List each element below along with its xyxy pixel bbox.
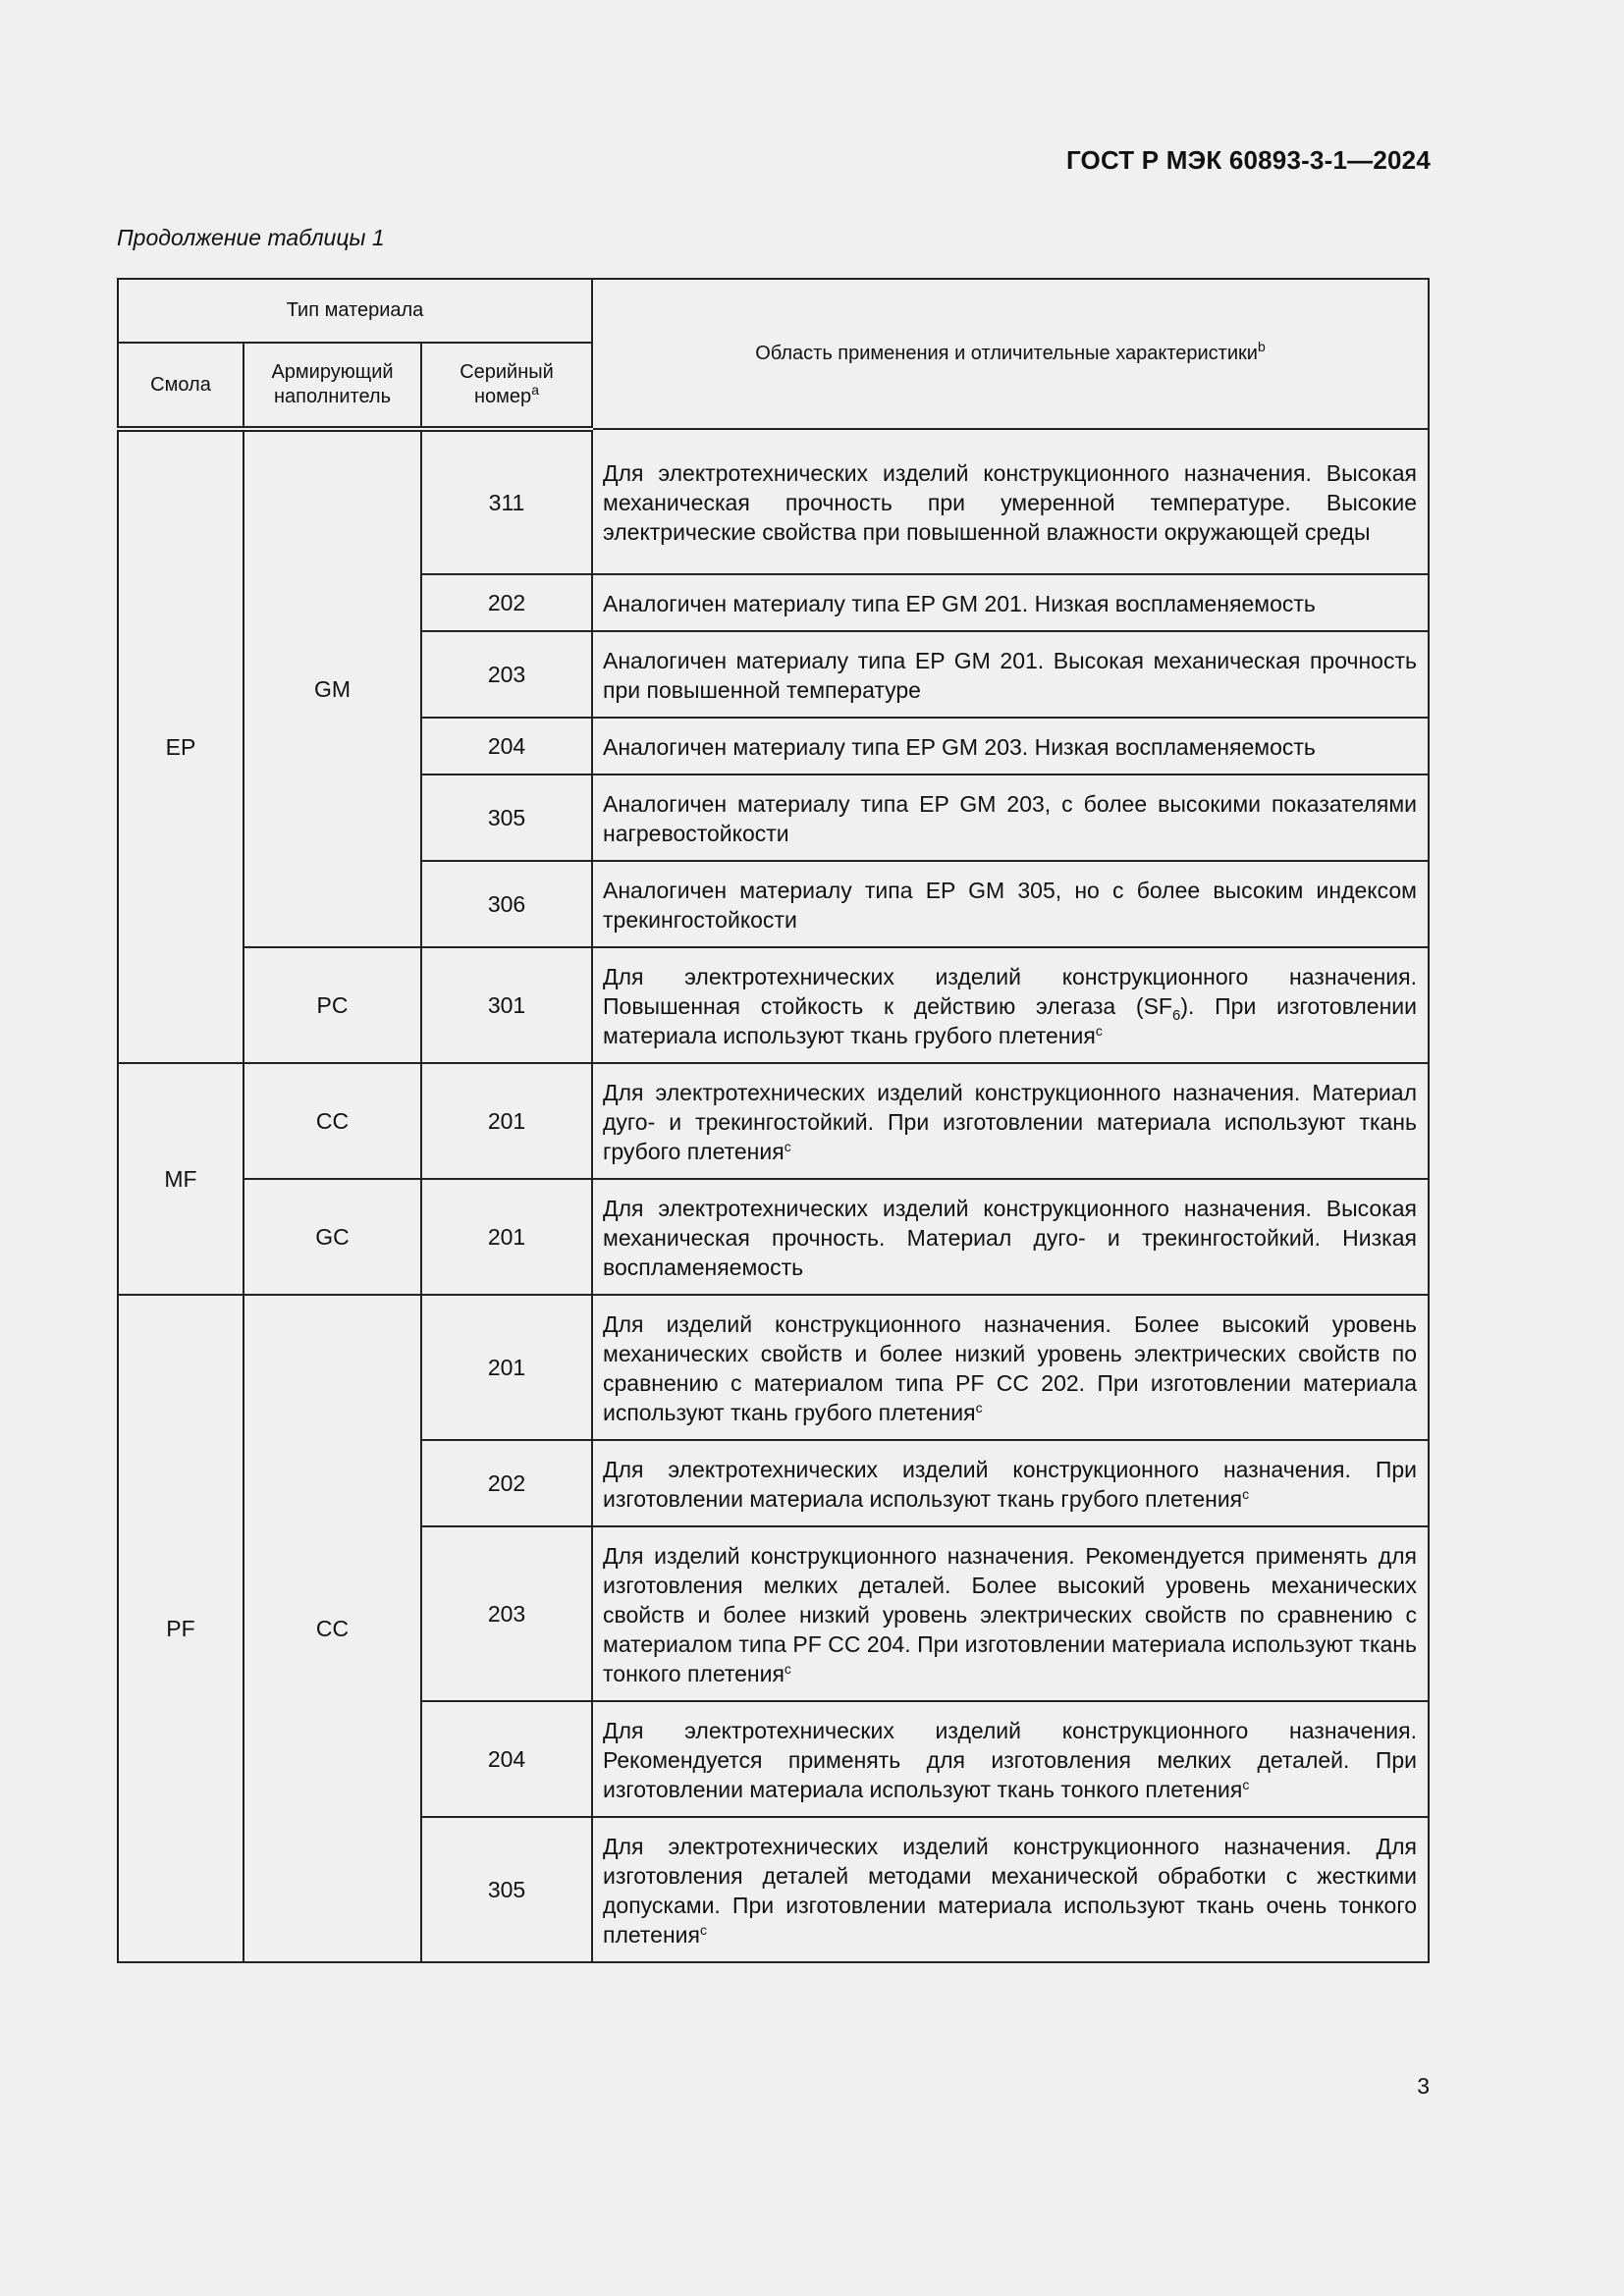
reinforcement-cell: CC [244,1295,421,1962]
description-cell: Аналогичен материалу типа EP GM 203, с более высокими показателями нагревостойкости [592,774,1429,861]
footnote-mark-a: a [531,382,539,398]
serial-cell: 305 [421,774,592,861]
material-type-header: Тип материала [118,279,592,343]
footnote-mark-c: c [1095,1023,1103,1039]
description-cell [592,1817,1429,1962]
characteristics-header [592,279,1429,429]
reinforcement-cell: GC [244,1179,421,1295]
table-row [118,947,1429,1063]
document-designation: ГОСТ Р МЭК 60893-3-1—2024 [1065,145,1431,175]
reinforcement-cell: CC [244,1063,421,1179]
serial-cell: 201 [421,1179,592,1295]
serial-cell: 203 [421,631,592,718]
serial-cell: 201 [421,1295,592,1440]
footnote-mark-c: c [975,1400,983,1415]
subscript-6: 6 [1172,1007,1181,1024]
serial-cell: 202 [421,574,592,631]
description-cell [592,1701,1429,1817]
description-cell [592,947,1429,1063]
description-cell [592,1063,1429,1179]
description-text: Для электротехнических изделий конструкционного назначения. Рекомендуется применять для изготовления мелких деталей. При изготовлении материала используют ткань тонкого плетения [603,1718,1417,1802]
serial-number-header [421,343,592,429]
serial-cell: 204 [421,718,592,774]
table-row [118,1295,1429,1440]
description-cell: Аналогичен материалу типа EP GM 201. Низкая воспламеняемость [592,574,1429,631]
footnote-mark-b: b [1257,339,1266,354]
serial-cell: 202 [421,1440,592,1526]
serial-cell: 301 [421,947,592,1063]
footnote-mark-c: c [699,1922,707,1938]
description-cell [592,1526,1429,1701]
table-row [118,429,1429,574]
footnote-mark-c: c [784,1139,791,1154]
resin-cell: PF [118,1295,244,1962]
description-cell [592,1295,1429,1440]
description-text: ). При изготовлении материала используют ткань грубого плетения [603,993,1417,1048]
serial-cell: 203 [421,1526,592,1701]
description-text: Для электротехнических изделий конструкционного назначения. Повышенная стойкость к действию элегаза (SF [603,964,1417,1019]
description-cell: Для электротехнических изделий конструкционного назначения. Высокая механическая прочность при умеренной температуре. Высокие электрические свойства при повышенной влажности окружающей среды [592,429,1429,574]
description-text: Для изделий конструкционного назначения. Более высокий уровень механических свойств и более низкий уровень электрических свойств по сравнению с материалом типа PF CC 202. При изготовлении материала используют ткань грубого плетения [603,1311,1417,1425]
reinforcement-cell: GM [244,429,421,947]
resin-cell: EP [118,429,244,1063]
serial-cell: 201 [421,1063,592,1179]
resin-header: Смола [118,343,244,429]
serial-cell: 204 [421,1701,592,1817]
serial-cell: 311 [421,429,592,574]
materials-table [117,278,1430,1963]
table-continuation-caption: Продолжение таблицы 1 [117,225,385,250]
footnote-mark-c: c [1242,1486,1250,1502]
description-cell: Аналогичен материалу типа EP GM 203. Низкая воспламеняемость [592,718,1429,774]
reinforcement-cell: PC [244,947,421,1063]
description-cell [592,1440,1429,1526]
footnote-mark-c: c [784,1661,791,1677]
serial-cell: 305 [421,1817,592,1962]
table-row [118,1063,1429,1179]
description-text: Для электротехнических изделий конструкционного назначения. При изготовлении материала используют ткань грубого плетения [603,1457,1417,1512]
serial-number-header-label: Серийный номер [460,361,554,407]
description-text: Для электротехнических изделий конструкционного назначения. Материал дуго- и трекингостойкий. При изготовлении материала используют ткань грубого плетения [603,1080,1417,1164]
description-text: Для электротехнических изделий конструкционного назначения. Для изготовления деталей методами механической обработки с жесткими допусками. При изготовлении материала используют ткань очень тонкого плетения [603,1834,1417,1948]
characteristics-header-label: Область применения и отличительные характеристики [755,343,1258,364]
footnote-mark-c: c [1242,1777,1250,1792]
description-cell: Для электротехнических изделий конструкционного назначения. Высокая механическая прочность. Материал дуго- и трекингостойкий. Низкая воспламеняемость [592,1179,1429,1295]
resin-cell: MF [118,1063,244,1295]
page-number: 3 [1417,2073,1430,2099]
reinforcement-header: Армирующий наполнитель [244,343,421,429]
serial-cell: 306 [421,861,592,947]
description-cell: Аналогичен материалу типа EP GM 201. Высокая механическая прочность при повышенной температуре [592,631,1429,718]
description-text: Для изделий конструкционного назначения. Рекомендуется применять для изготовления мелких деталей. Более высокий уровень механических свойств и более низкий уровень электрических свойств по сравнению с материалом типа PF CC 204. При изготовлении материала используют ткань тонкого плетения [603,1543,1417,1686]
table-row [118,1179,1429,1295]
description-cell: Аналогичен материалу типа EP GM 305, но с более высоким индексом трекингостойкости [592,861,1429,947]
